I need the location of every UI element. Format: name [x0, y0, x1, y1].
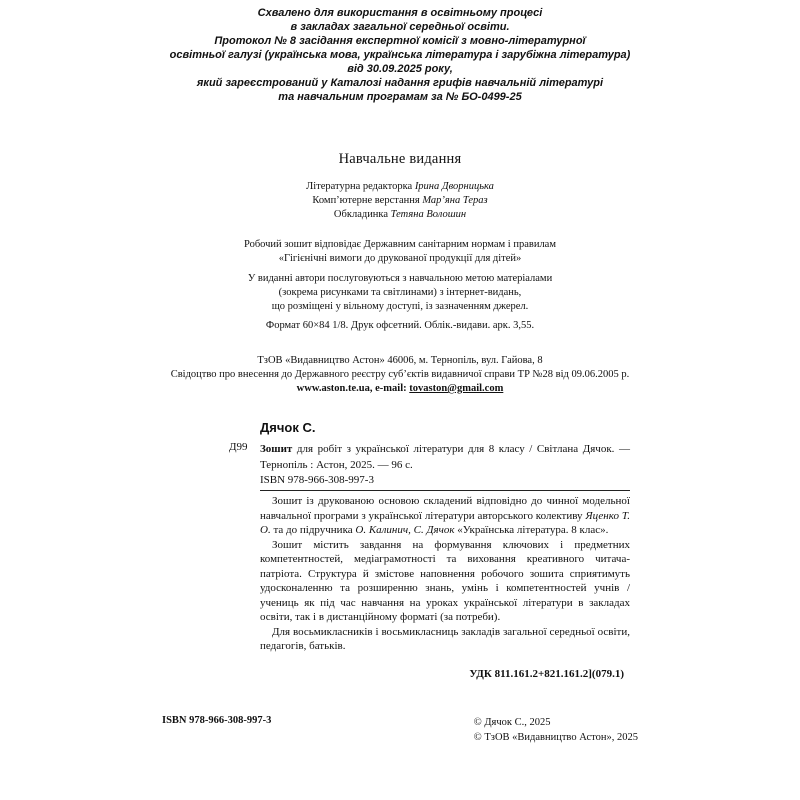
- abstract-paragraph: Зошит містить завдання на формування ключових і предметних компетентностей, медіаграмотності та виховання креативного читача-патріота. Структура й змістове наповнення робочого зошита сприятимуть удосконаленню та розширенню знань, умінь і компетентностей учнів / учениць як під час навчання на уроках української літератури в закладах освіти, так і в дистанційному форматі (за потреби).: [260, 538, 630, 623]
- approval-line: освітньої галузі (українська мова, українська література і зарубіжна література): [169, 49, 631, 61]
- credit-person: Мар’яна Тераз: [422, 195, 488, 206]
- catalog-title: Зошит: [260, 443, 293, 455]
- copyright: [474, 715, 638, 745]
- abstract-paragraph: [260, 494, 630, 538]
- publisher-contacts: [0, 382, 800, 396]
- email-label: , e-mail:: [369, 383, 410, 394]
- approval-line: який зареєстрований у Каталозі надання грифів навчальній літературі: [196, 77, 604, 89]
- approval-line: Протокол № 8 засідання експертної комісії з мовно-літературної: [214, 35, 586, 47]
- catalog-description: [260, 441, 630, 473]
- credit-role: Літературна редакторка: [306, 181, 413, 192]
- sanitary-note: [0, 238, 800, 266]
- credit-line: [0, 194, 800, 208]
- materials-note: [0, 272, 800, 314]
- materials-line: (зокрема рисунками та світлинами) з інтернет-видань,: [278, 287, 522, 298]
- website-link[interactable]: www.aston.te.ua: [296, 383, 370, 394]
- credit-line: [0, 208, 800, 222]
- catalog-details: для робіт з української літератури для 8 класу / Світлана Дячок. — Тернопіль : Астон, 2025. — 96 с.: [260, 443, 630, 471]
- text-run: та до підручника: [270, 524, 356, 536]
- abstract-paragraph: Для восьмикласників і восьмикласниць закладів загальної середньої освіти, педагогів, батьків.: [260, 625, 630, 652]
- text-run: Зошит із друкованою основою складений відповідно до чинної модельної навчальної програми з української літератури авторського колективу: [260, 495, 630, 522]
- publisher-line: [0, 354, 800, 368]
- copyright-publisher: © ТзОВ «Видавництво Астон», 2025: [473, 732, 638, 743]
- materials-line: У виданні автори послуговуються з навчальною метою матеріалами: [247, 273, 553, 284]
- credit-role: Обкладинка: [333, 209, 389, 220]
- catalog-code: Д99: [229, 441, 248, 453]
- credit-role: Комп’ютерне верстання: [312, 195, 420, 206]
- text-run: «Українська література. 8 клас».: [454, 524, 609, 536]
- approval-line: та навчальним програмам за № БО-0499-25: [278, 91, 522, 103]
- catalog-isbn: ISBN 978-966-308-997-3: [260, 474, 374, 486]
- format-info: Формат 60×84 1/8. Друк офсетний. Облік.-видави. арк. 3,55.: [265, 320, 535, 331]
- udk-code: УДК 811.161.2+821.161.2](079.1): [469, 668, 624, 680]
- credits: [0, 180, 800, 222]
- publisher-name: ТзОВ «Видавництво Астон»: [257, 355, 385, 366]
- abstract: [260, 494, 630, 654]
- approval-line: від 30.09.2025 року,: [347, 63, 453, 75]
- approval-line: в закладах загальної середньої освіти.: [290, 21, 510, 33]
- credit-person: Ірина Дворницька: [414, 181, 494, 192]
- email-link[interactable]: tovaston@gmail.com: [409, 383, 504, 394]
- program-authors: Яценко Т. О.: [260, 509, 630, 536]
- footer-isbn: ISBN 978-966-308-997-3: [162, 715, 272, 726]
- catalog-author: Дячок С.: [260, 420, 316, 435]
- materials-line: що розміщені у вільному доступі, із зазначенням джерел.: [271, 301, 529, 312]
- sanitary-line: Робочий зошит відповідає Державним санітарним нормам і правилам: [243, 239, 556, 250]
- publisher-certificate: Свідоцтво про внесення до Державного реєстру суб’єктів видавничої справи ТР №28 від 09.06.2005 р.: [170, 369, 630, 380]
- textbook-authors: О. Калинич, С. Дячок: [355, 524, 455, 536]
- divider: [260, 490, 630, 491]
- edition-type: Навчальне видання: [338, 151, 462, 167]
- copyright-author: © Дячок С., 2025: [473, 717, 551, 728]
- publisher-address: 46006, м. Тернопіль, вул. Гайова, 8: [384, 355, 543, 366]
- publisher-info: [0, 354, 800, 396]
- approval-stamp: [0, 6, 800, 104]
- credit-line: [0, 180, 800, 194]
- approval-line: Схвалено для використання в освітньому процесі: [257, 7, 543, 19]
- credit-person: Тетяна Волошин: [390, 209, 467, 220]
- sanitary-line: «Гігієнічні вимоги до друкованої продукції для дітей»: [278, 253, 522, 264]
